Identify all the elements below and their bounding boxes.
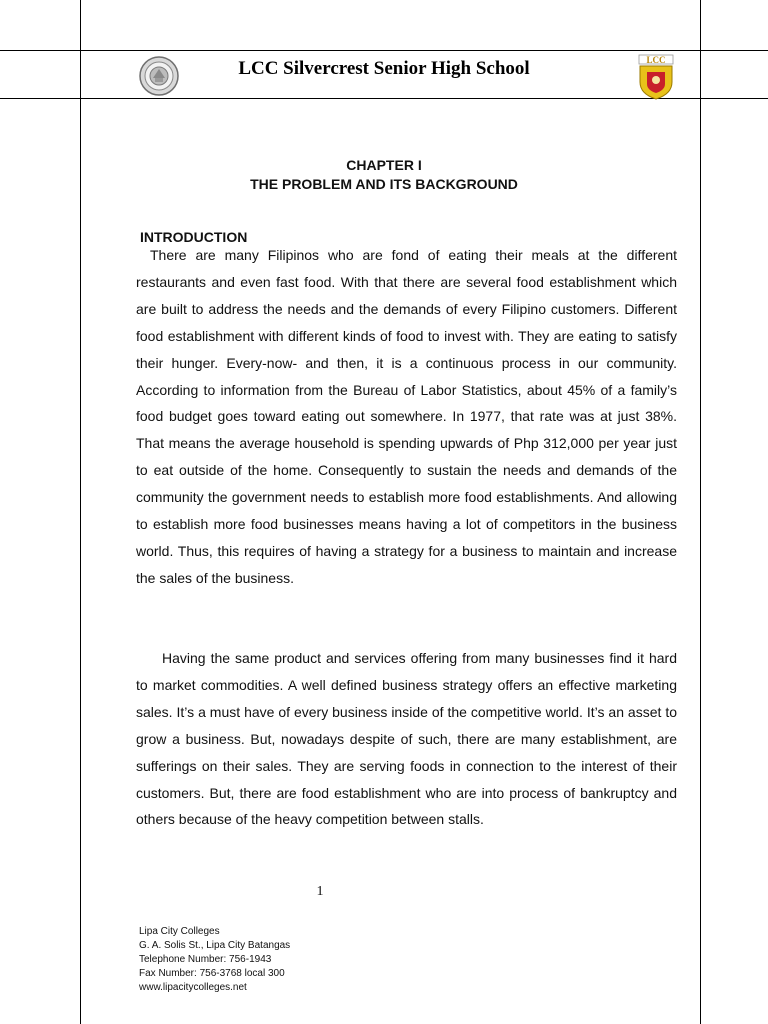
left-margin-rule	[80, 0, 81, 1024]
footer-address	[139, 925, 290, 995]
footer-fax: Fax Number: 756-3768 local 300	[139, 968, 285, 979]
header-top-rule	[0, 50, 768, 51]
chapter-title: THE PROBLEM AND ITS BACKGROUND	[250, 176, 518, 192]
page-number: 1	[316, 884, 324, 899]
footer-telephone: Telephone Number: 756-1943	[139, 954, 272, 965]
introduction-paragraph-1: There are many Filipinos who are fond of eating their meals at the different restaurants and even fast food. With that there are several food establishment which are built to address the needs and the demands of every Filipino customers. Different food establishment with different kinds of food to invest with. They are eating to satisfy their hunger. Every-now- and then, it is a continuous process in our community. According to information from the Bureau of Labor Statistics, about 45% of a family’s food budget goes toward eating out somewhere. In 1977, that rate was at just 38%. That means the average household is spending upwards of Php 312,000 per year just to eat outside of the home. Consequently to sustain the needs and demands of the community the government needs to establish more food establishments. And allowing to establish more food businesses means having a lot of competitors in the business world. Thus, this requires of having a strategy for a business to maintain and increase the sales of the business.	[136, 247, 677, 586]
chapter-number: CHAPTER I	[346, 157, 422, 173]
footer-street: G. A. Solis St., Lipa City Batangas	[139, 940, 291, 951]
school-name-title: LCC Silvercrest Senior High School	[238, 58, 530, 79]
footer-school-name: Lipa City Colleges	[139, 926, 220, 937]
introduction-paragraph-2: Having the same product and services offering from many businesses find it hard to market commodities. A well defined business strategy offers an effective marketing sales. It’s a must have of every business inside of the competitive world. It’s an asset to grow a business. But, nowadays despite of such, there are many establishment, are sufferings on their sales. They are serving foods in connection to the interest of their customers. But, there are food establishment who are into process of bankruptcy and others because of the heavy competition between stalls.	[136, 650, 677, 828]
lcc-crest-logo	[637, 54, 675, 100]
footer-website: www.lipacitycolleges.net	[139, 982, 247, 993]
introduction-heading: INTRODUCTION	[140, 229, 248, 245]
right-margin-rule	[700, 0, 701, 1024]
crest-text: LCC	[646, 55, 666, 65]
